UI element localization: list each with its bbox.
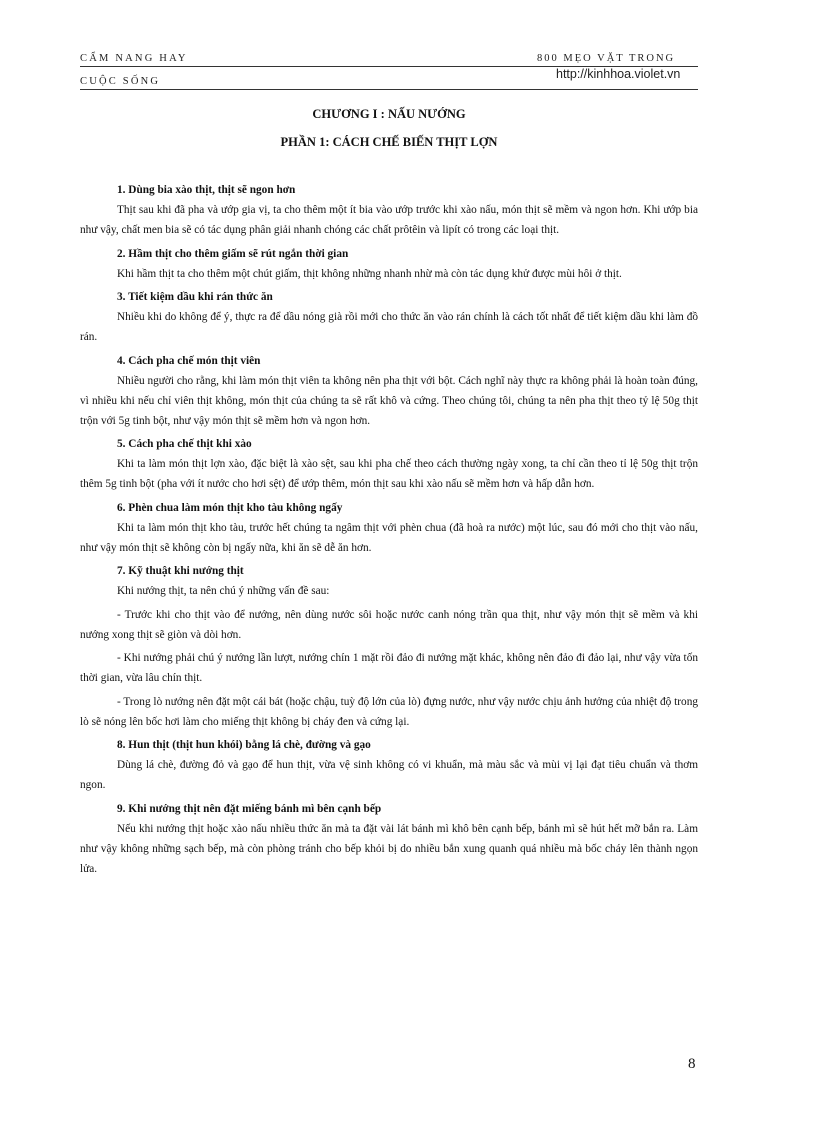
section [80,244,698,284]
section-paragraph: Thịt sau khi đã pha và ướp gia vị, ta cho thêm một ít bia vào ướp trước khi xào nấu, món thịt sẽ mềm và ngon hơn. Khi ướp bia như vậy, chất men bia sẽ có tác dụng phân giải nhanh chóng các chất prôtêin và lipít có trong các loại thịt. [80,204,698,236]
section [80,180,698,240]
section-paragraph: Nhiều khi do không để ý, thực ra để dầu nóng già rồi mới cho thức ăn vào rán chính là cách tốt nhất để tiết kiệm dầu khi làm đồ rán. [80,311,698,343]
header-book-title-line2: CUỘC SỐNG [80,76,161,87]
section-paragraph: Khi ta làm món thịt kho tàu, trước hết chúng ta ngâm thịt với phèn chua (đã hoà ra nước) một lúc, sau đó mới cho thịt vào nấu, như vậy món thịt sẽ không còn bị ngấy nữa, khi ăn sẽ dễ ăn hơn. [80,521,698,554]
section-paragraph: Nhiều người cho rằng, khi làm món thịt viên ta không nên pha thịt với bột. Cách nghĩ này thực ra không phải là hoàn toàn đúng, vì nhiều khi nếu chỉ viên thịt không, món thịt của chúng ta sẽ rất khô và cứng. Theo chúng tôi, chúng ta nên pha thịt theo tỷ lệ 50g thịt trộn với 5g tinh bột, như vậy món thịt sẽ mềm hơn và ngon hơn. [80,374,698,427]
section-heading: 7. Kỹ thuật khi nướng thịt [117,565,244,577]
section-heading: 2. Hầm thịt cho thêm giấm sẽ rút ngắn thời gian [117,247,349,260]
section-heading: 5. Cách pha chế thịt khi xào [117,438,252,450]
chapter-title: CHƯƠNG I : NẤU NƯỚNG [312,107,466,121]
section [80,434,698,494]
section-paragraph: Khi nướng thịt, ta nên chú ý những vấn đề sau: [117,585,330,597]
section [80,498,698,558]
section-heading: 9. Khi nướng thịt nên đặt miếng bánh mì bên cạnh bếp [117,802,382,815]
section [80,561,698,732]
section-heading: 6. Phèn chua làm món thịt kho tàu không ngấy [117,501,343,514]
section [80,351,698,431]
section-paragraph: - Trong lò nướng nên đặt một cái bát (hoặc chậu, tuỳ độ lớn của lò) đựng nước, như vậy nước chịu ảnh hưởng của nhiệt độ trong lò sẽ nóng lên bốc hơi làm cho miếng thịt không bị cháy đen và cứng lại. [80,695,698,728]
section-paragraph: Dùng lá chè, đường đỏ và gạo để hun thịt, vừa vệ sinh không có vi khuẩn, mà màu sắc và mùi vị lại đạt tiêu chuẩn và thơm ngon. [80,759,698,791]
section-paragraph: - Khi nướng phải chú ý nướng lần lượt, nướng chín 1 mặt rồi đảo đi nướng mặt khác, không nên đảo đi đảo lại, như vậy vừa tốn thời gian, vừa lâu chín thịt. [80,652,698,684]
section-heading: 4. Cách pha chế món thịt viên [117,354,261,367]
section-paragraph: Khi hầm thịt ta cho thêm một chút giấm, thịt không những nhanh nhừ mà còn tác dụng khử được mùi hôi ở thịt. [117,267,622,280]
section-paragraph: Nếu khi nướng thịt hoặc xào nấu nhiều thức ăn mà ta đặt vài lát bánh mì khô bên cạnh bếp, bánh mì sẽ hút hết mỡ bắn ra. Làm như vậy không những sạch bếp, mà còn phòng tránh cho bếp khỏi bị do nhiều bắn xung quanh quá nhiều mà bốc cháy lên thành ngọn lửa. [80,822,698,875]
section [80,799,698,879]
page-number: 8 [688,1056,696,1072]
header-rule-bottom [80,89,698,90]
document-body [80,180,698,882]
section-heading: 8. Hun thịt (thịt hun khói) bằng lá chè, đường và gạo [117,739,371,751]
section-heading: 3. Tiết kiệm dầu khi rán thức ăn [117,291,273,303]
part-title: PHẦN 1: CÁCH CHẾ BIẾN THỊT LỢN [280,135,498,149]
section-paragraph: Khi ta làm món thịt lợn xào, đặc biệt là xào sệt, sau khi pha chế theo cách thường ngày xong, ta chỉ cần theo tỉ lệ 50g thịt trộn thêm 5g tinh bột (pha với ít nước cho hơi sệt) để ướp thêm, món thịt sau khi xào nấu sẽ mềm hơn và hấp dẫn hơn. [80,458,698,490]
header-series-title: 800 MẸO VẶT TRONG [537,53,676,64]
header-url: http://kinhhoa.violet.vn [556,67,681,81]
section [80,735,698,795]
section-paragraph: - Trước khi cho thịt vào để nướng, nên dùng nước sôi hoặc nước canh nóng trần qua thịt, như vậy món thịt sẽ mềm và khi nướng xong thịt sẽ giòn và dòi hơn. [80,608,698,641]
header-book-title-line1: CẨM NANG HAY [80,53,188,64]
section [80,287,698,347]
section-heading: 1. Dùng bia xào thịt, thịt sẽ ngon hơn [117,184,296,196]
